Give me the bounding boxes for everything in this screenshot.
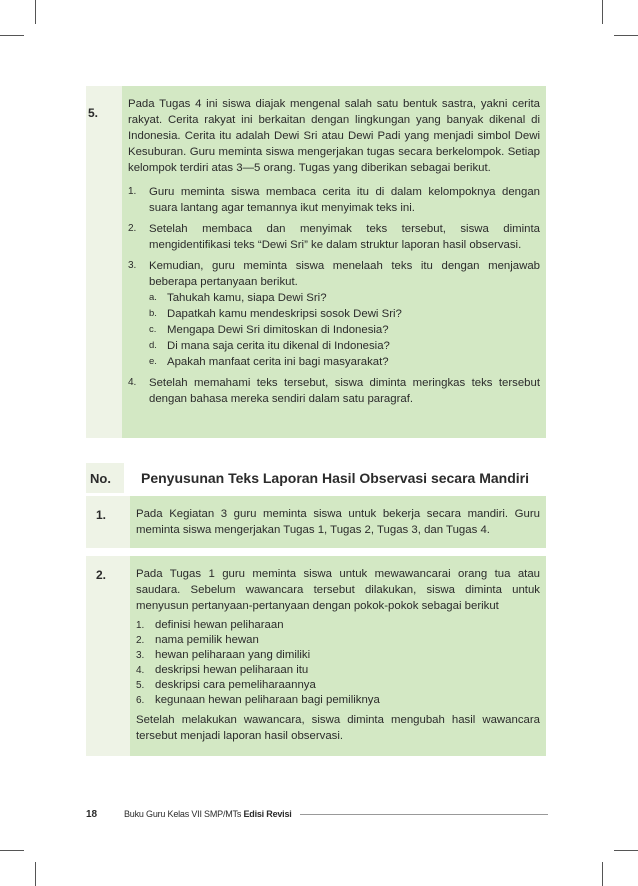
- book-title-text: Buku Guru Kelas VII SMP/MTs: [124, 809, 242, 819]
- list-item: [136, 693, 540, 708]
- list-item: [136, 633, 540, 648]
- book-title: [124, 809, 292, 819]
- page-footer: [86, 807, 548, 821]
- topic-number: 5.: [136, 680, 145, 691]
- edition-label: Edisi Revisi: [243, 809, 292, 819]
- task5-steps: [128, 184, 540, 407]
- crop-mark: [614, 850, 638, 851]
- task5-intro: Pada Tugas 4 ini siswa diajak mengenal salah satu bentuk sastra, yakni cerita rakyat. Cerita rakyat ini berkaitan dengan lingkungan yang banyak dikenal di Indonesia. Cerita itu adalah Dewi Sri atau Dewi Padi yang menjadi simbol Dewi Kesuburan. Guru meminta siswa mengerjakan tugas secara berkelompok. Setiap kelompok terdiri atas 3—5 orang. Tugas yang diberikan sebagai berikut.: [128, 98, 540, 174]
- list-item: [136, 618, 540, 633]
- question-letter: d.: [149, 340, 157, 351]
- question-letter: c.: [149, 324, 157, 335]
- step-body: [149, 258, 540, 370]
- step-text: Kemudian, guru meminta siswa menelaah teks itu dengan menjawab beberapa pertanyaan berikut.: [149, 260, 540, 288]
- topic-text: kegunaan hewan peliharaan bagi pemiliknya: [155, 694, 380, 706]
- list-item: [128, 258, 540, 370]
- footer-rule: [300, 814, 548, 815]
- step-text: Setelah membaca dan menyimak teks tersebut, siswa diminta mengidentifikasi teks “Dewi Sri” ke dalam struktur laporan hasil observasi.: [149, 223, 540, 251]
- activity-table-continued: [86, 86, 546, 438]
- topic-number: 4.: [136, 665, 145, 676]
- topic-number: 1.: [136, 620, 145, 631]
- list-item: [128, 221, 540, 253]
- list-item: [128, 375, 540, 407]
- step-number: 4.: [128, 377, 137, 388]
- question-text: Tahukah kamu, siapa Dewi Sri?: [167, 292, 327, 304]
- row-content: Pada Kegiatan 3 guru meminta siswa untuk bekerja secara mandiri. Guru meminta siswa mengerjakan Tugas 1, Tugas 2, Tugas 3, dan Tugas 4.: [130, 496, 546, 548]
- interview-intro: Pada Tugas 1 guru meminta siswa untuk mewawancarai orang tua atau saudara. Sebelum wawancara tersebut dilakukan, siswa diminta untuk menyusun pertanyaan-pertanyaan dengan pokok-pokok sebagai berikut: [136, 568, 540, 612]
- list-item: [136, 663, 540, 678]
- table-header: [86, 463, 546, 493]
- question-text: Di mana saja cerita itu dikenal di Indonesia?: [167, 340, 390, 352]
- crop-mark: [0, 850, 24, 851]
- question-text: Apakah manfaat cerita ini bagi masyarakat?: [167, 356, 389, 368]
- row-number: 1.: [86, 496, 130, 548]
- question-text: Dapatkah kamu mendeskripsi sosok Dewi Sri?: [167, 308, 402, 320]
- table-row: [86, 556, 546, 756]
- step-number: 1.: [128, 186, 137, 197]
- list-item: [136, 678, 540, 693]
- step-number: 2.: [128, 223, 137, 234]
- row-content: [122, 86, 546, 438]
- topic-text: nama pemilik hewan: [155, 634, 259, 646]
- header-title: Penyusunan Teks Laporan Hasil Observasi secara Mandiri: [124, 463, 546, 493]
- list-item: [149, 322, 540, 338]
- topic-text: deskripsi cara pemeliharaannya: [155, 679, 316, 691]
- crop-mark: [35, 862, 36, 886]
- topic-text: deskripsi hewan peliharaan itu: [155, 664, 309, 676]
- step-text: Guru meminta siswa membaca cerita itu di dalam kelompoknya dengan suara lantang agar temannya ikut menyimak teks ini.: [149, 186, 540, 214]
- page-number: 18: [86, 808, 98, 820]
- crop-mark: [0, 35, 24, 36]
- crop-mark: [602, 0, 603, 24]
- row-number: 5.: [86, 86, 122, 438]
- list-item: [149, 354, 540, 370]
- independent-report-table: [86, 463, 546, 756]
- question-letter: e.: [149, 356, 157, 367]
- question-letter: a.: [149, 292, 157, 303]
- table-row: [86, 496, 546, 548]
- topic-number: 6.: [136, 695, 145, 706]
- crop-mark: [602, 862, 603, 886]
- interview-closing: Setelah melakukan wawancara, siswa diminta mengubah hasil wawancara tersebut menjadi laporan hasil observasi.: [136, 714, 540, 742]
- topic-text: definisi hewan peliharaan: [155, 619, 284, 631]
- header-no: No.: [86, 463, 124, 493]
- list-item: [149, 306, 540, 322]
- question-list: [149, 290, 540, 370]
- step-number: 3.: [128, 260, 137, 271]
- row-content: [130, 556, 546, 756]
- topic-number: 3.: [136, 650, 145, 661]
- list-item: [128, 184, 540, 216]
- crop-mark: [35, 0, 36, 24]
- topic-text: hewan peliharaan yang dimiliki: [155, 649, 311, 661]
- page-content: [86, 86, 546, 756]
- list-item: [136, 648, 540, 663]
- list-item: [149, 290, 540, 306]
- interview-topics: [136, 618, 540, 708]
- row-number: 2.: [86, 556, 130, 756]
- list-item: [149, 338, 540, 354]
- crop-mark: [614, 35, 638, 36]
- step-text: Setelah memahami teks tersebut, siswa diminta meringkas teks tersebut dengan bahasa mereka sendiri dalam satu paragraf.: [149, 377, 540, 405]
- table-row: [86, 86, 546, 438]
- question-letter: b.: [149, 308, 157, 319]
- table-gap: [86, 438, 546, 463]
- topic-number: 2.: [136, 635, 145, 646]
- question-text: Mengapa Dewi Sri dimitoskan di Indonesia?: [167, 324, 389, 336]
